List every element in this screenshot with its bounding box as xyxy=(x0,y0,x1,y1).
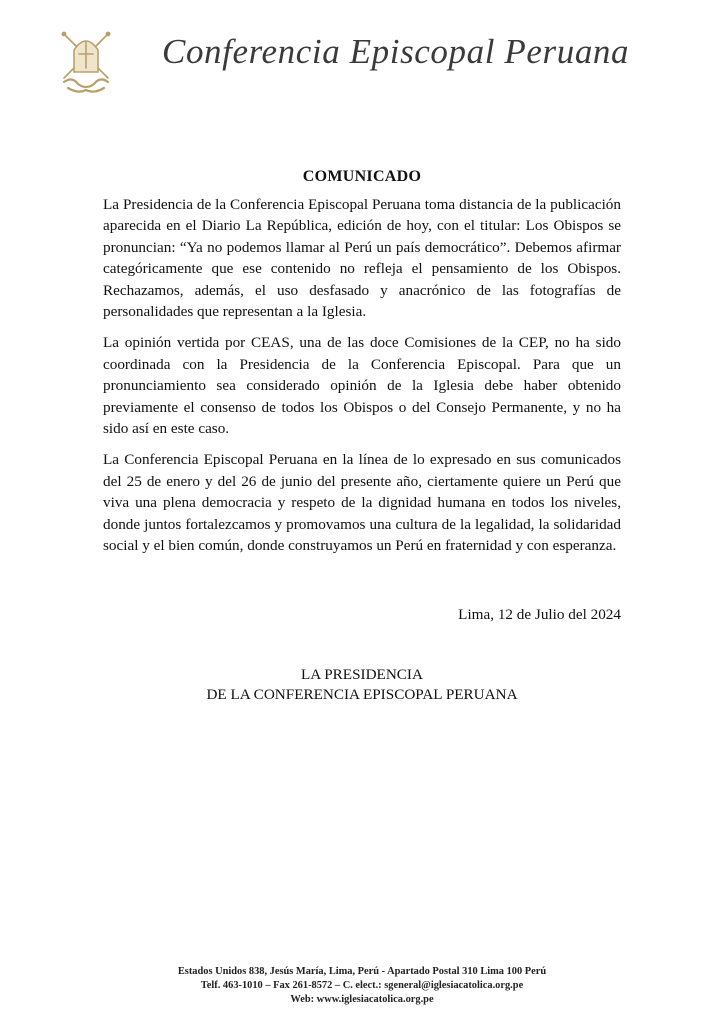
paragraph: La Conferencia Episcopal Peruana en la línea de lo expresado en sus comunicados del 25 de enero y del 26 de junio del presente año, ciertamente quiere un Perú que viva una plena democracia y respeto de la dignidad humana en todos los niveles, donde juntos fortalezcamos y promovamos una cultura de la legalidad, la solidaridad social y el bien común, donde construyamos un Perú en fraternidad y con esperanza. xyxy=(103,451,621,555)
org-name: Conferencia Episcopal Peruana xyxy=(162,32,630,71)
paragraph: La opinión vertida por CEAS, una de las doce Comisiones de la CEP, no ha sido coordinada con la Presidencia de la Conferencia Episcopal. Para que un pronunciamiento sea considerado opinión de la Iglesia debe haber obtenido previamente el consenso de todos los Obispos o del Consejo Permanente, y no ha sido así en este caso. xyxy=(103,334,621,438)
letter-footer xyxy=(0,965,724,1007)
signature-line: DE LA CONFERENCIA EPISCOPAL PERUANA xyxy=(206,686,518,703)
letterhead xyxy=(52,26,672,106)
footer-website: Web: www.iglesiacatolica.org.pe xyxy=(290,994,434,1005)
footer-contact: Telf. 463-1010 – Fax 261-8572 – C. elect.: sgeneral@iglesiacatolica.org.pe xyxy=(200,980,524,991)
episcopal-crest-icon xyxy=(58,28,114,96)
footer-address: Estados Unidos 838, Jesús María, Lima, Perú - Apartado Postal 310 Lima 100 Perú xyxy=(177,966,547,977)
date-line: Lima, 12 de Julio del 2024 xyxy=(458,606,621,623)
document-title: COMUNICADO xyxy=(302,168,422,185)
signature-block xyxy=(0,665,724,705)
document-body xyxy=(103,194,621,567)
paragraph: La Presidencia de la Conferencia Episcopal Peruana toma distancia de la publicación aparecida en el Diario La República, edición de hoy, con el titular: Los Obispos se pronuncian: “Ya no podemos llamar al Perú un país democrático”. Debemos afirmar categóricamente que ese contenido no refleja el pensamiento de los Obispos. Rechazamos, además, el uso desfasado y anacrónico de las fotografías de personalidades que representan a la Iglesia. xyxy=(103,196,621,321)
signature-line: LA PRESIDENCIA xyxy=(301,666,423,683)
